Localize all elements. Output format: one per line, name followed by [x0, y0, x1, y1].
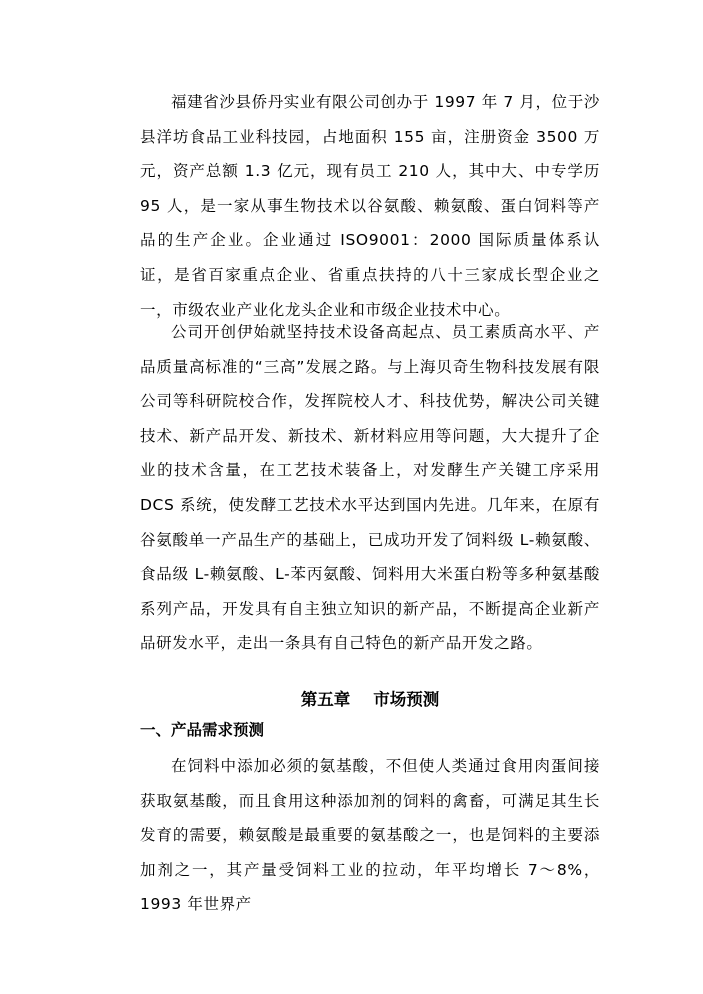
company-intro-paragraph: 福建省沙县侨丹实业有限公司创办于 1997 年 7 月，位于沙县洋坊食品工业科技园，占地面积 155 亩，注册资金 3500 万元，资产总额 1.3 亿元，现有员工 210 人，其中大、中专学历 95 人，是一家从事生物技术以谷氨酸、赖氨酸、蛋白饲料等产品的生产企业。企业通过 ISO9001：2000 国际质量体系认证，是省百家重点企业、省重点扶持的八十三家成长型企业之一，市级农业产业化龙头企业和市级企业技术中心。 [140, 93, 600, 319]
chapter-title: 第五章 市场预测 [300, 690, 440, 709]
company-development-paragraph: 公司开创伊始就坚持技术设备高起点、员工素质高水平、产品质量高标准的“三高”发展之路。与上海贝奇生物科技发展有限公司等科研院校合作，发挥院校人才、科技优势，解决公司关键技术、新产品开发、新技术、新材料应用等问题，大大提升了企业的技术含量，在工艺技术装备上，对发酵生产关键工序采用 DCS 系统，使发酵工艺技术水平达到国内先进。几年来，在原有谷氨酸单一产品生产的基础上，已成功开发了饲料级 L-赖氨酸、食品级 L-赖氨酸、L-苯丙氨酸、饲料用大米蛋白粉等多种氨基酸系列产品，开发具有自主独立知识的新产品，不断提高企业新产品研发水平，走出一条具有自己特色的新产品开发之路。 [140, 323, 600, 653]
demand-forecast-paragraph: 在饲料中添加必须的氨基酸，不但使人类通过食用肉蛋间接获取氨基酸，而且食用这种添加剂的饲料的禽畜，可满足其生长发育的需要，赖氨酸是最重要的氨基酸之一，也是饲料的主要添加剂之一，其产量受饲料工业的拉动，年平均增长 7～8%，1993 年世界产 [140, 757, 600, 914]
section-heading: 一、产品需求预测 [140, 721, 265, 739]
